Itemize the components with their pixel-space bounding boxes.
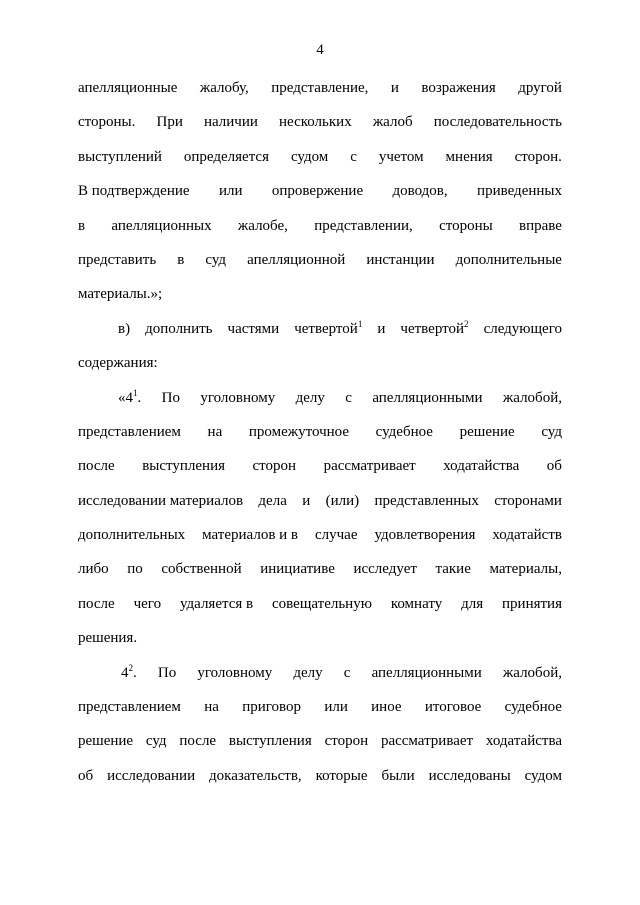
- text-line: после чего удаляется в совещательную комнату для принятия: [78, 595, 562, 612]
- text-line: дополнительных материалов и в случае удовлетворения ходатайств: [78, 527, 562, 544]
- text-line: $4^2$. По уголовному делу с апелляционными жалобой,: [121, 662, 562, 681]
- text-line: после выступления сторон рассматривает ходатайства об: [78, 458, 562, 475]
- text-line: об исследовании доказательств, которые были исследованы судом: [78, 767, 562, 784]
- text-line: представить в суд апелляционной инстанции дополнительные: [78, 251, 562, 268]
- text-line: В подтверждение или опровержение доводов, приведенных: [78, 183, 562, 200]
- text-line: представлением на приговор или иное итоговое судебное: [78, 699, 562, 716]
- superscript: 1: [357, 318, 363, 329]
- text-line: в апелляционных жалобе, представлении, стороны вправе: [78, 217, 562, 234]
- text-line: содержания:: [78, 355, 158, 372]
- page-number: 4: [316, 42, 324, 58]
- text-line: «$4^1$. По уголовному делу с апелляционными жалобой,: [118, 387, 562, 406]
- text-line: исследовании материалов дела и (или) представленных сторонами: [78, 492, 562, 509]
- text-line: представлением на промежуточное судебное решение суд: [78, 423, 562, 440]
- text-line: решения.: [78, 630, 138, 647]
- text-line: либо по собственной инициативе исследует такие материалы,: [78, 561, 562, 578]
- text-line: материалы.»;: [78, 286, 163, 303]
- text-line: решение суд после выступления сторон рассматривает ходатайства: [78, 733, 562, 750]
- text-line: в) дополнить частями четвертой$^1$ и четвертой$^2$ следующего: [118, 318, 562, 337]
- body-text: [78, 78, 562, 800]
- text-line: выступлений определяется судом с учетом мнения сторон.: [78, 148, 562, 165]
- superscript: 2: [128, 662, 133, 673]
- superscript: 1: [133, 387, 138, 398]
- superscript: 2: [464, 318, 469, 329]
- text-line: апелляционные жалобу, представление, и возражения другой: [78, 80, 562, 96]
- text-line: стороны. При наличии нескольких жалоб последовательность: [78, 114, 562, 131]
